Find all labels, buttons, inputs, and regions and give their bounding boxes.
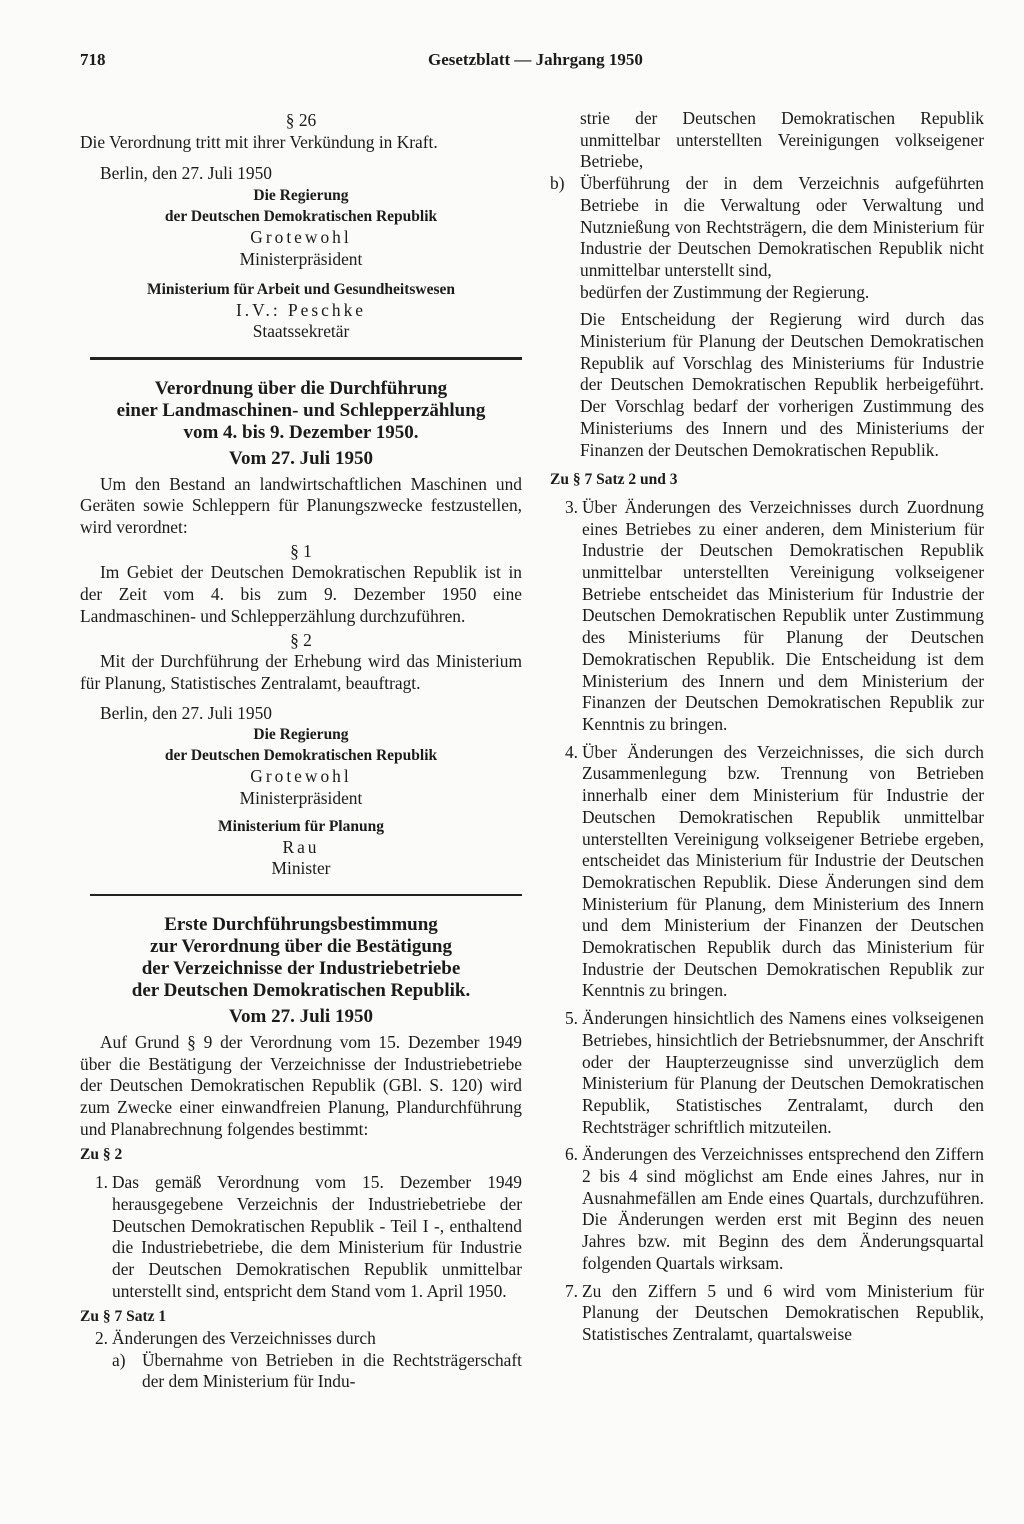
item-text: Über Änderungen des Verzeichnisses durch Zuordnung eines Betriebes zu einer anderen, dem Ministerium für Industrie der Deutschen Demokratischen Republik unmittelbar unterstellten Vereinigung volkseigener Betriebe entscheidet das Ministerium für Industrie der Deutschen Demokratischen Republik unter Zustimmung des Ministeriums für Planung der Deutschen Demokratischen Republik. Die Entscheidung ist dem Ministerium des Innern und dem Ministerium der Finanzen der Deutschen Demokratischen Republik zur Kenntnis zu bringen. [582,496,984,734]
section-divider [90,894,522,896]
signatory-name: Grotewohl [250,227,352,248]
sub-item-label: b) [550,173,565,194]
preamble: Auf Grund § 9 der Verordnung vom 15. Dezember 1949 über die Bestätigung der Verzeichnisse der Industriebetriebe der Deutschen Demokratischen Republik (GBl. S. 120) wird zum Zwecke einer einwandfreien Planung, Plandurchführung und Planabrechnung folgendes bestimmt: [80,1031,522,1139]
item-text: Zu den Ziffern 5 und 6 wird vom Ministerium für Planung der Deutschen Demokratischen Republik, Statistisches Zentralamt, quartalsweise [582,1280,984,1344]
item-number: 6. [564,1144,578,1165]
journal-title: Gesetzblatt — Jahrgang 1950 [428,50,643,69]
ordinance-date: Vom 27. Juli 1950 [229,447,373,469]
signatory-role: Staatssekretär [252,321,350,342]
subheading: Zu § 7 Satz 1 [80,1308,167,1326]
item-text: Änderungen des Verzeichnisses entsprechend den Ziffern 2 bis 4 sind möglichst am Ende eines Jahres, nur in Ausnahmefällen am Ende eines Quartals, durchzuführen. Die Änderungen werden erst mit Beginn des neuen Jahres bzw. mit Beginn des dem Änderungsquartal folgenden Quartals wirksam. [582,1144,984,1273]
item-text: Änderungen des Verzeichnisses durch [112,1328,376,1349]
page-number: 718 [80,50,106,69]
ministry-line: Ministerium für Planung [218,817,384,835]
ordinance-title: vom 4. bis 9. Dezember 1950. [183,421,419,443]
subheading: Zu § 2 [80,1146,123,1164]
signatory-name: Grotewohl [250,766,352,787]
signature-block [80,724,522,880]
section-2-text: Mit der Durchführung der Erhebung wird das Ministerium für Planung, Statistisches Zentralamt, beauftragt. [80,651,522,693]
list-item [80,1328,522,1350]
signature-block [80,185,522,343]
item-number: 7. [564,1280,578,1301]
section-sign-2: § 2 [290,629,312,650]
list-item [550,1281,984,1346]
sub-item-text: Überführung der in dem Verzeichnis aufgeführten Betriebe in die Verwaltung oder Verwaltung und Nutznießung von Rechtsträgern, die dem Ministerium für Industrie der Deutschen Demokratischen Republik nicht unmittelbar unterstellt sind, [580,173,984,280]
ordinance-title: Verordnung über die Durchführung [154,377,448,399]
subheading: Zu § 7 Satz 2 und 3 [550,471,678,489]
right-column [550,108,984,1346]
section-26-text: Die Verordnung tritt mit ihrer Verkündung in Kraft. [80,131,438,152]
item-text: Über Änderungen des Verzeichnisses, die sich durch Zusammenlegung bzw. Trennung von Betrieben innerhalb einer dem Ministerium für Industrie der Deutschen Demokratischen Republik unmittelbar unterstellten Vereinigung volkseigener Betriebe ergeben, entscheidet das Ministerium für Industrie der Deutschen Demokratischen Republik. Diese Änderungen sind dem Ministerium für Planung, dem Ministerium des Innern und dem Ministerium der Finanzen der Deutschen Demokratischen Republik durch das Ministerium für Industrie der Deutschen Demokratischen Republik zur Kenntnis zu bringen. [582,741,984,1001]
decision-paragraph: Die Entscheidung der Regierung wird durch das Ministerium für Planung der Deutschen Demokratischen Republik auf Vorschlag des Ministeriums für Industrie der Deutschen Demokratischen Republik herbeigeführt. Der Vorschlag bedarf der vorherigen Zustimmung des Ministeriums des Innern und des Ministeriums der Finanzen der Deutschen Demokratischen Republik. [580,309,984,460]
item-number: 5. [564,1008,578,1029]
sub-item [550,173,984,282]
place-date: Berlin, den 27. Juli 1950 [100,702,272,723]
left-column [80,108,522,1393]
section-divider [90,357,522,360]
sub-item [550,108,984,173]
consent-line: bedürfen der Zustimmung der Regierung. [580,281,870,302]
signatory-role: Minister [271,858,331,879]
sub-item-label: a) [112,1349,126,1370]
list-item [550,1144,984,1274]
regulation-title: zur Verordnung über die Bestätigung [150,936,452,958]
section-sign-26: § 26 [285,110,317,130]
government-line: der Deutschen Demokratischen Republik [164,208,438,226]
sub-item [112,1350,522,1393]
list-item [550,742,984,1002]
ministry-line: Ministerium für Arbeit und Gesundheitswesen [146,280,456,298]
signatory-name: Rau [282,836,320,857]
section-1-text: Im Gebiet der Deutschen Demokratischen Republik ist in der Zeit vom 4. bis zum 9. Dezember 1950 eine Landmaschinen- und Schlepperzählung durchzuführen. [80,562,522,626]
list-item [550,497,984,736]
item-number: 4. [564,741,578,762]
section-sign-1: § 1 [290,540,312,561]
signatory-role: Ministerpräsident [239,788,363,809]
item-text: Änderungen hinsichtlich des Namens eines volkseigenen Betriebes, hinsichtlich der Betriebsnummer, der Anschrift oder der Haupterzeugnisse sind unverzüglich dem Ministerium für Planung der Deutschen Demokratischen Republik, Statistisches Zentralamt, durch den Rechtsträger schriftlich mitzuteilen. [582,1008,984,1137]
list-item [550,1008,984,1138]
sub-item-text: strie der Deutschen Demokratischen Republik unmittelbar unterstellten Vereinigungen volkseigener Betriebe, [580,108,984,172]
regulation-title: der Deutschen Demokratischen Republik. [131,980,471,1002]
regulation-date: Vom 27. Juli 1950 [229,1006,373,1028]
sub-item-text: Übernahme von Betrieben in die Rechtsträgerschaft der dem Ministerium für Indu- [142,1349,522,1392]
list-item [80,1172,522,1302]
government-line: Die Regierung [253,726,349,744]
item-text: Das gemäß Verordnung vom 15. Dezember 1949 herausgegebene Verzeichnis der Industriebetriebe der Deutschen Demokratischen Republik - Teil I -, enthaltend die Industriebetriebe, die dem Ministerium für Industrie der Deutschen Demokratischen Republik unmittelbar unterstellt sind, entspricht dem Stand vom 1. April 1950. [112,1172,522,1301]
item-number: 3. [564,496,578,517]
signatory-name: I.V.: Peschke [236,299,366,320]
government-line: der Deutschen Demokratischen Republik [164,747,438,765]
ordinance-title: einer Landmaschinen- und Schlepperzählung [116,399,486,421]
signatory-role: Ministerpräsident [239,248,363,269]
item-number: 2. [94,1328,108,1349]
regulation-title: der Verzeichnisse der Industriebetriebe [141,958,461,980]
preamble: Um den Bestand an landwirtschaftlichen Maschinen und Geräten sowie Schleppern für Planungszwecke festzustellen, wird verordnet: [80,473,522,538]
government-line: Die Regierung [253,187,349,205]
item-number: 1. [94,1172,108,1193]
place-date: Berlin, den 27. Juli 1950 [100,163,272,184]
regulation-title: Erste Durchführungsbestimmung [164,914,438,936]
